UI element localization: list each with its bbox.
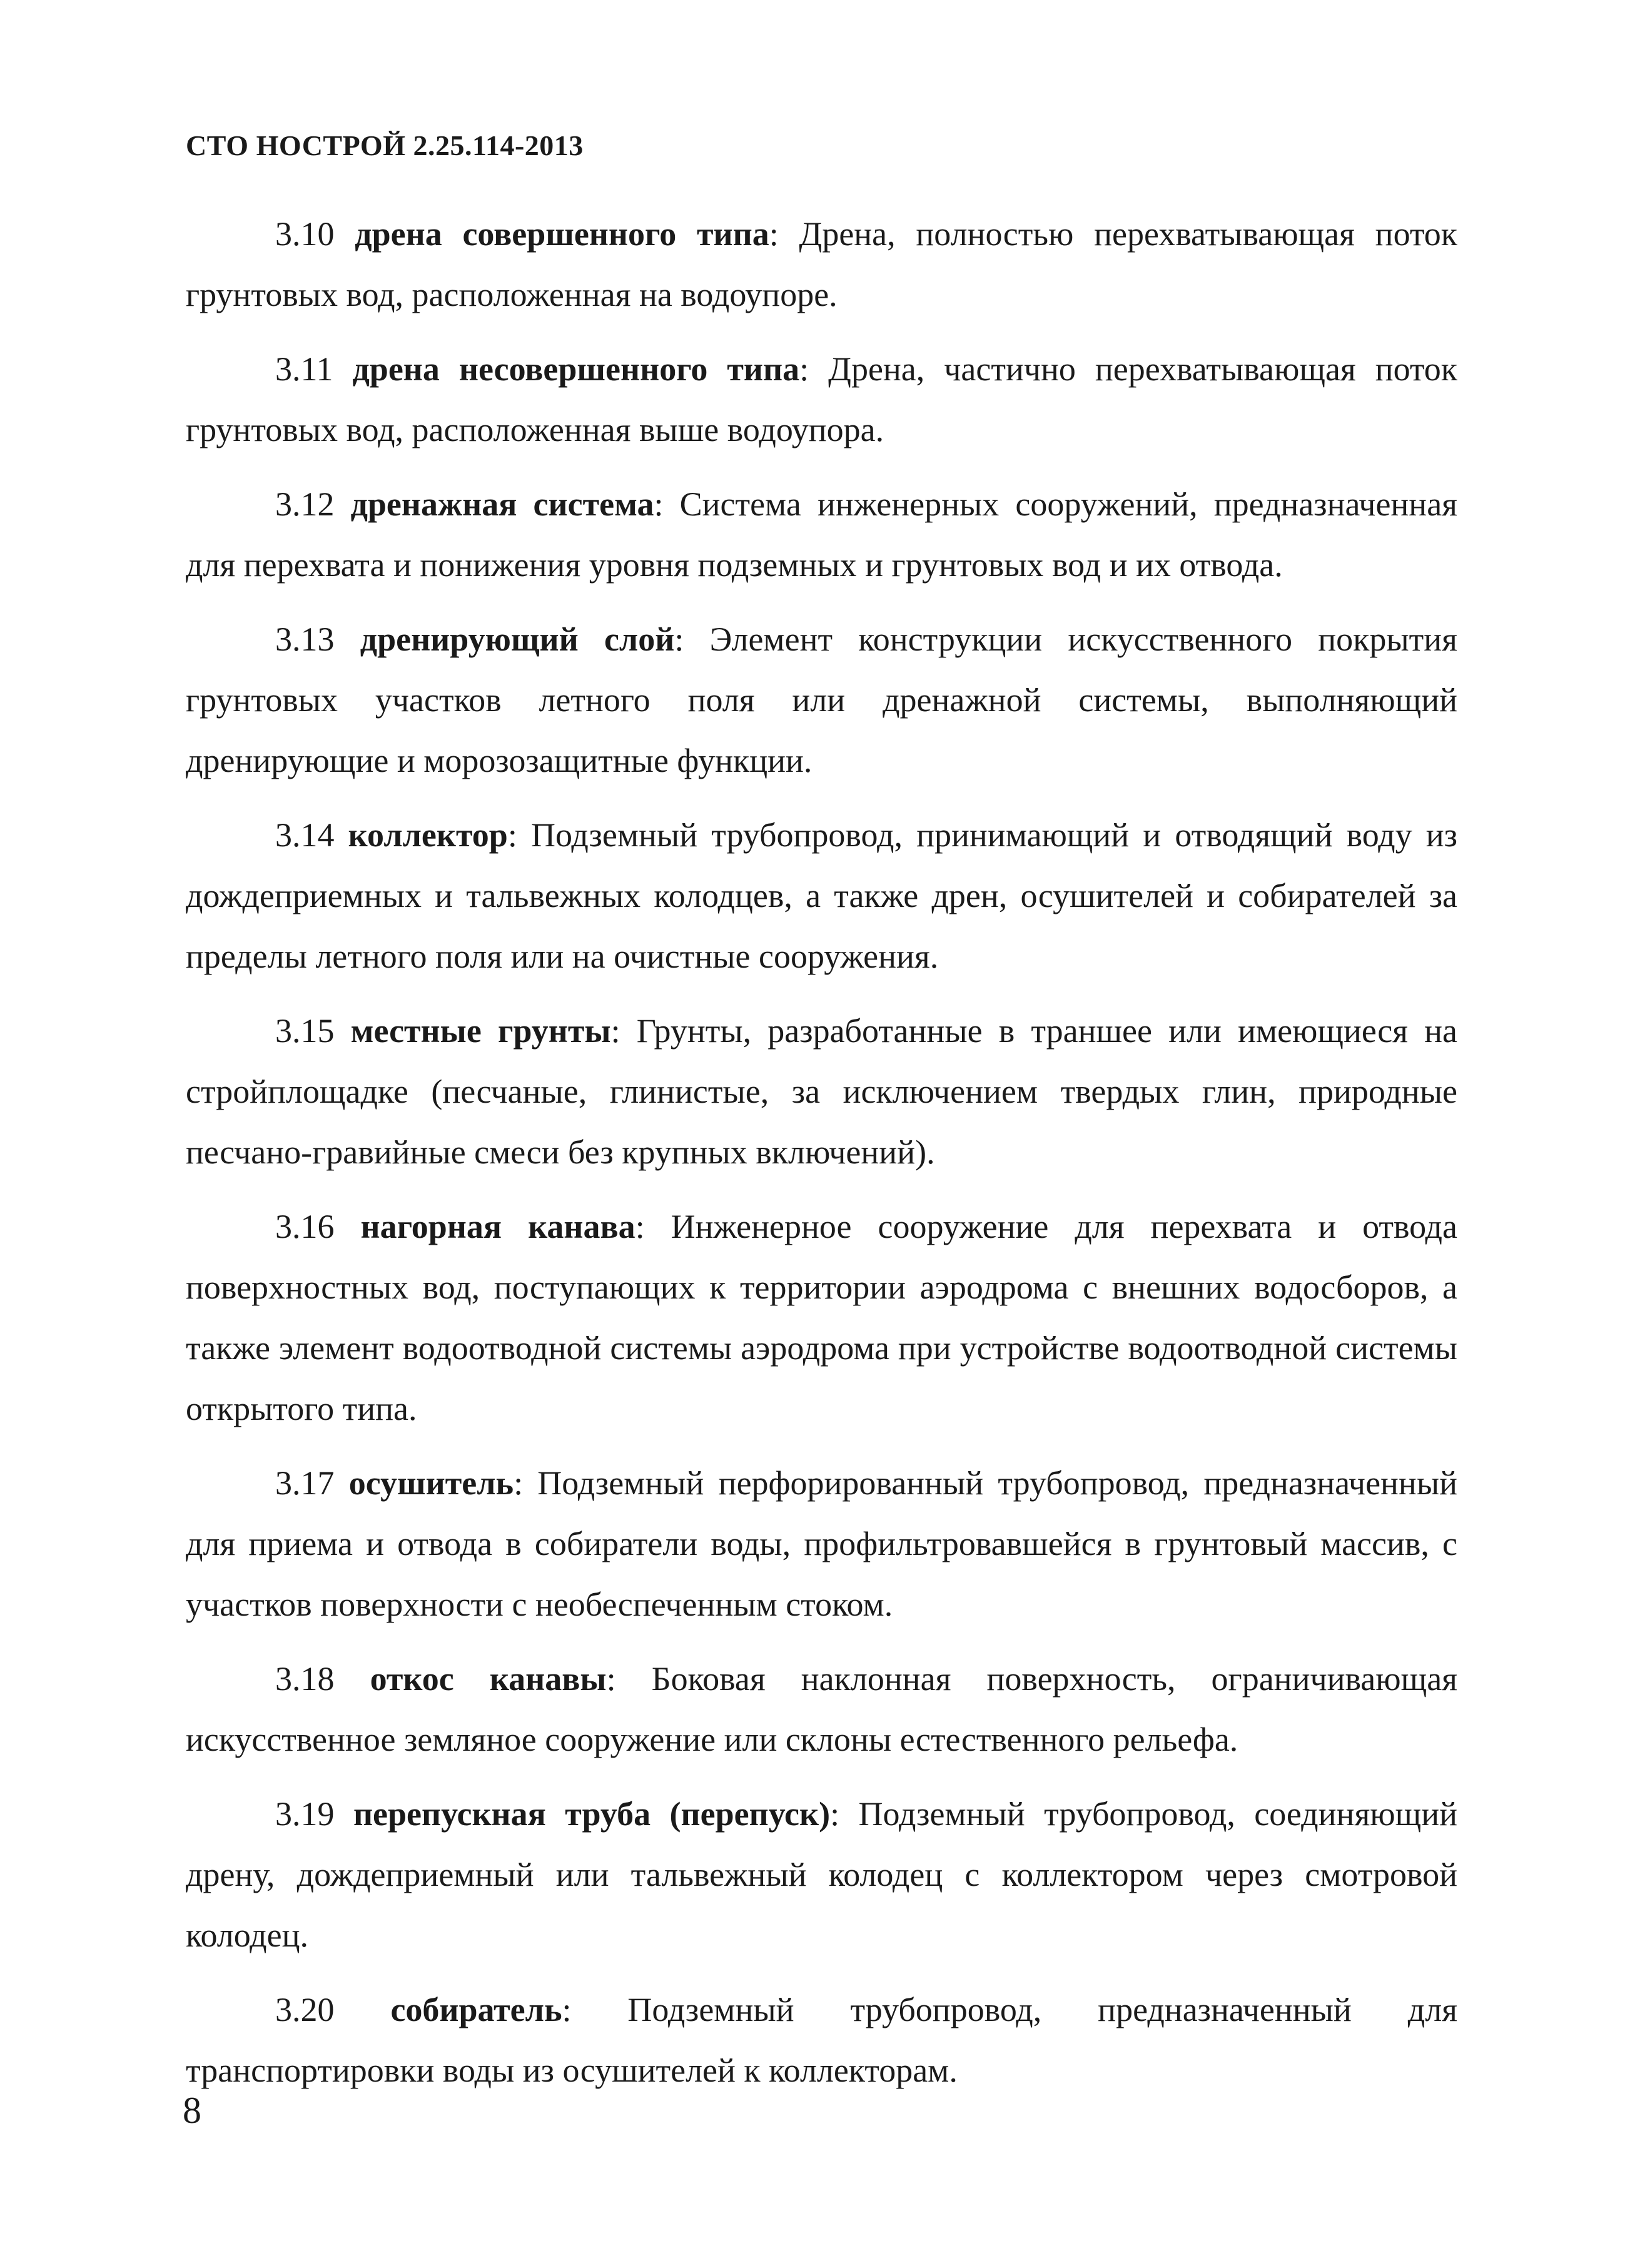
definition-item	[186, 1980, 1457, 2101]
definition-text: : Подземный трубопровод, соединяющий дрену, дождеприемный или тальвежный колодец с коллектором через смотровой колодец.	[186, 1795, 1458, 1954]
definition-text: : Дрена, частично перехватывающая поток грунтовых вод, расположенная выше водоупора.	[186, 350, 1458, 448]
definition-item	[186, 1784, 1457, 1966]
definition-term: перепускная труба (перепуск)	[353, 1795, 831, 1833]
definition-number: 3.14	[275, 816, 335, 854]
definition-term: осушитель	[348, 1464, 514, 1502]
definition-item	[186, 805, 1457, 987]
definition-number: 3.17	[275, 1464, 335, 1502]
definition-number: 3.20	[275, 1991, 335, 2028]
definition-term: дрена совершенного типа	[355, 215, 769, 253]
definition-item	[186, 204, 1457, 325]
definition-number: 3.11	[275, 350, 333, 388]
definition-item	[186, 474, 1457, 595]
definition-item	[186, 1649, 1457, 1770]
definition-item	[186, 1453, 1457, 1635]
definition-text: : Подземный трубопровод, предназначенный для транспортировки воды из осушителей к коллекторам.	[186, 1991, 1457, 2089]
definition-item	[186, 339, 1457, 460]
definition-text: : Инженерное сооружение для перехвата и отвода поверхностных вод, поступающих к территории аэродрома с внешних водосборов, а также элемент водоотводной системы аэродрома при устройстве водоотводной системы открытого типа.	[186, 1208, 1458, 1427]
definition-term: дренирующий слой	[360, 620, 675, 658]
definition-number: 3.18	[275, 1660, 335, 1698]
definition-number: 3.16	[275, 1208, 335, 1245]
definition-item	[186, 609, 1457, 791]
definitions-list	[186, 204, 1457, 2115]
page-number: 8	[183, 2090, 201, 2131]
definition-term: местные грунты	[350, 1012, 611, 1050]
definition-number: 3.15	[275, 1012, 335, 1050]
definition-text: : Подземный перфорированный трубопровод, предназначенный для приема и отвода в собиратели воды, профильтровавшейся в грунтовый массив, с участков поверхности с необеспеченным стоком.	[186, 1464, 1458, 1623]
definition-number: 3.10	[275, 215, 335, 253]
definition-term: дрена несовершенного типа	[352, 350, 800, 388]
definition-text: : Подземный трубопровод, принимающий и отводящий воду из дождеприемных и тальвежных колодцев, а также дрен, осушителей и собирателей за пределы летного поля или на очистные сооружения.	[186, 816, 1457, 975]
definition-text: : Система инженерных сооружений, предназначенная для перехвата и понижения уровня подземных и грунтовых вод и их отвода.	[186, 485, 1458, 584]
definition-number: 3.19	[275, 1795, 335, 1833]
document-header: СТО НОСТРОЙ 2.25.114-2013	[186, 129, 584, 161]
definition-item	[186, 1197, 1457, 1439]
definition-text: : Боковая наклонная поверхность, ограничивающая искусственное земляное сооружение или склоны естественного рельефа.	[186, 1660, 1458, 1758]
definition-text: : Грунты, разработанные в траншее или имеющиеся на стройплощадке (песчаные, глинистые, за исключением твердых глин, природные песчано-гравийные смеси без крупных включений).	[186, 1012, 1458, 1171]
definition-item	[186, 1001, 1457, 1183]
definition-term: нагорная канава	[360, 1208, 635, 1245]
definition-term: дренажная система	[350, 485, 654, 523]
definition-term: коллектор	[348, 816, 508, 854]
definition-term: собиратель	[390, 1991, 562, 2028]
definition-term: откос канавы	[370, 1660, 607, 1698]
definition-text: : Дрена, полностью перехватывающая поток грунтовых вод, расположенная на водоупоре.	[186, 215, 1457, 313]
definition-number: 3.12	[275, 485, 335, 523]
definition-number: 3.13	[275, 620, 335, 658]
definition-text: : Элемент конструкции искусственного покрытия грунтовых участков летного поля или дренажной системы, выполняющий дренирующие и морозозащитные функции.	[186, 620, 1458, 779]
